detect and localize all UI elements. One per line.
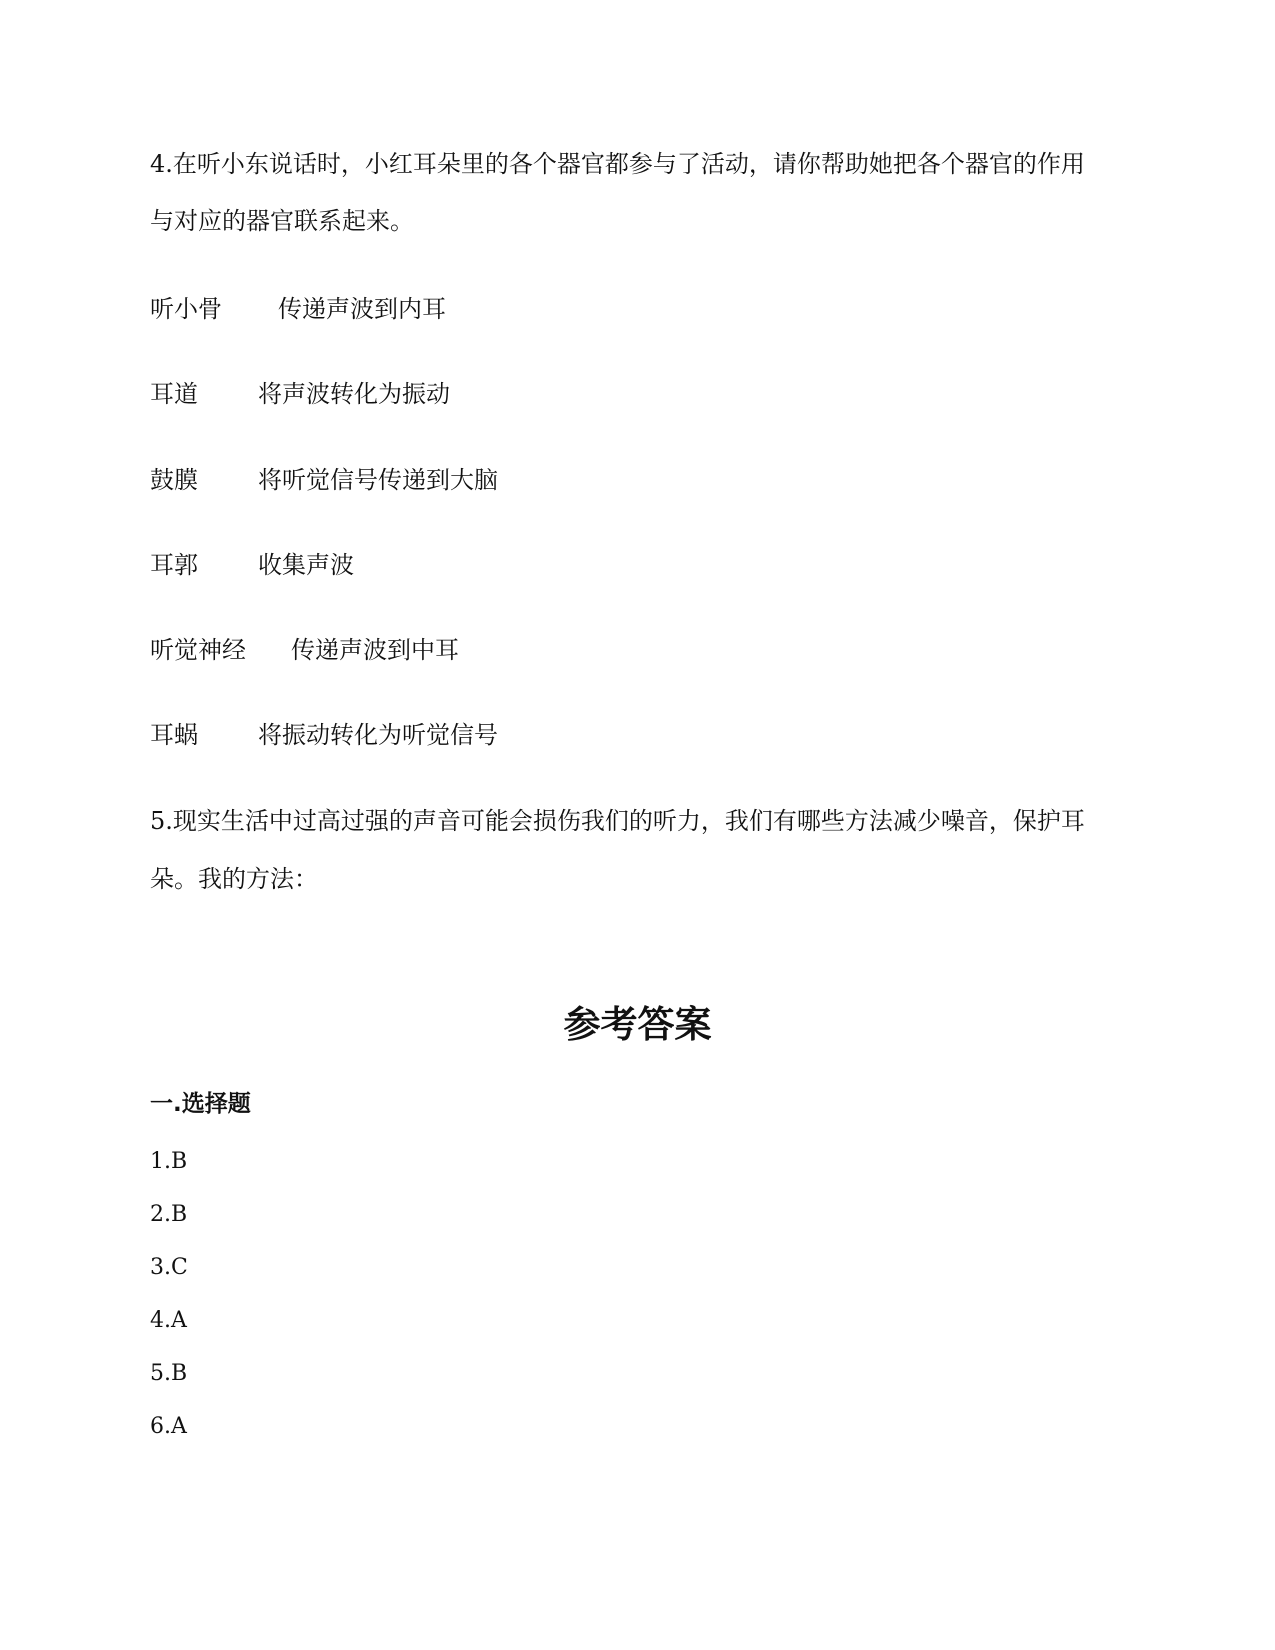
answer-item: 2.B: [150, 1202, 188, 1227]
organ-label: 耳道: [150, 380, 198, 408]
question-4-text-line-2: 与对应的器官联系起来。: [150, 207, 414, 235]
answer-item: 1.B: [150, 1149, 188, 1174]
match-pair-row: [150, 720, 498, 750]
answer-item: 5.B: [150, 1361, 188, 1386]
match-pair-row: [150, 379, 450, 409]
function-label: 收集声波: [258, 551, 354, 579]
function-label: 传递声波到内耳: [278, 295, 446, 323]
function-label: 将声波转化为振动: [258, 380, 450, 408]
organ-label: 耳蜗: [150, 721, 198, 749]
answer-item: 3.C: [150, 1255, 188, 1280]
match-pair-row: [150, 550, 354, 580]
question-4-text-line-1: 4.在听小东说话时，小红耳朵里的各个器官都参与了活动，请你帮助她把各个器官的作用: [150, 150, 1085, 178]
section-title-choice: 一.选择题: [150, 1091, 251, 1117]
match-pair-row: [150, 635, 459, 665]
organ-label: 耳郭: [150, 551, 198, 579]
match-pair-row: [150, 465, 498, 495]
function-label: 将振动转化为听觉信号: [258, 721, 498, 749]
organ-label: 听小骨: [150, 295, 222, 323]
question-5-text-line-1: 5.现实生活中过高过强的声音可能会损伤我们的听力，我们有哪些方法减少噪音，保护耳: [150, 807, 1085, 835]
function-label: 传递声波到中耳: [291, 636, 459, 664]
answer-item: 4.A: [150, 1308, 187, 1333]
organ-label: 鼓膜: [150, 466, 198, 494]
match-pair-row: [150, 294, 446, 324]
organ-label: 听觉神经: [150, 636, 246, 664]
question-5-text-line-2: 朵。我的方法：: [150, 865, 318, 893]
answer-item: 6.A: [150, 1414, 187, 1439]
answer-key-title: 参考答案: [563, 1003, 712, 1046]
function-label: 将听觉信号传递到大脑: [258, 466, 498, 494]
